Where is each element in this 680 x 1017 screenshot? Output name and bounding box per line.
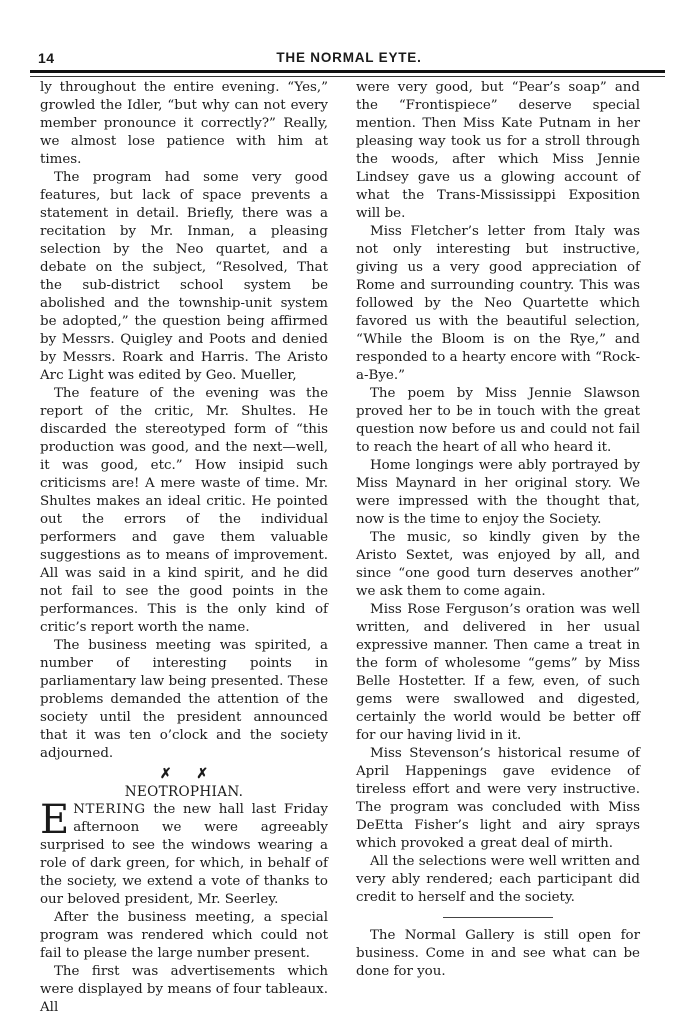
paragraph: Home longings were ably portrayed by Miss Maynard in her original story. We were impressed with the thought that, now is the time to enjoy the Society. — [356, 458, 640, 527]
paragraph: After the business meeting, a special program was rendered which could not fail to please the large number present. — [40, 910, 328, 961]
paragraph: Miss Rose Ferguson’s oration was well written, and delivered in her usual expressive manner. Then came a treat in the form of wholesome “gems” by Miss Belle Hostetter. If a few, even, of such gems were swallowed and digested, certainly the world would be better off for our having livid in it. — [356, 602, 640, 743]
paragraph: Miss Fletcher’s letter from Italy was not only interesting but instructive, giving us a very good appreciation of Rome and surrounding country. This was followed by the Neo Quartette which favored us with the beautiful selection, “While the Bloom is on the Rye,” and responded to a hearty encore with “Rock-a-Bye.” — [356, 224, 640, 383]
header-rule-thick — [30, 70, 665, 73]
paragraph: were very good, but “Pear’s soap” and the “Frontispiece” deserve special mention. Then Miss Kate Putnam in her pleasing way took us for a stroll through the woods, after which Miss Jennie Lindsey gave us a glowing account of what the Trans-Mississippi Exposition will be. — [356, 80, 640, 221]
paragraph: The feature of the evening was the report of the critic, Mr. Shultes. He discarded the stereotyped form of “this production was good, and the next—well, it was good, etc.” How insipid such criticisms are! A mere waste of time. Mr. Shultes makes an ideal critic. He pointed out the errors of the individual performers and gave them valuable suggestions as to means of improvement. All was said in a kind spirit, and he did not fail to see the good points in the performances. This is the only kind of critic’s report worth the name. — [40, 386, 328, 635]
paragraph: The Normal Gallery is still open for business. Come in and see what can be done for you. — [356, 928, 640, 979]
paragraph: All the selections were well written and very ably rendered; each participant did credit to herself and the society. — [356, 854, 640, 905]
paragraph: The first was advertisements which were displayed by means of four tableaux. All — [40, 964, 328, 1015]
paragraph: ly throughout the entire evening. “Yes,” growled the Idler, “but why can not every member pronounce it correctly?” Really, we almost lose patience with him at times. — [40, 80, 328, 167]
header-rule-thin — [30, 76, 665, 77]
small-caps-lead: NTERING — [73, 802, 146, 817]
page-number: 14 — [38, 50, 55, 66]
running-title: THE NORMAL EYTE. — [276, 50, 422, 65]
section-heading: NEOTROPHIAN. — [124, 784, 244, 800]
page-header — [38, 48, 660, 68]
paragraph: The program had some very good features, but lack of space prevents a statement in detail. Briefly, there was a recitation by Mr. Inman, a pleasing selection by the Neo quartet, and a debate on the subject, “Resolved, That the sub-district school system be abolished and the township-unit system be adopted,” the question being affirmed by Messrs. Quigley and Poots and denied by Messrs. Roark and Harris. The Aristo Arc Light was edited by Geo. Mueller, — [40, 170, 328, 383]
divider-rule — [443, 917, 553, 918]
paragraph: The business meeting was spirited, a number of interesting points in parliamentary law being presented. These problems demanded the attention of the society until the president announced that it was ten o’clock and the society adjourned. — [40, 638, 328, 761]
paragraph: The poem by Miss Jennie Slawson proved her to be in touch with the great question now before us and could not fail to reach the heart of all who heard it. — [356, 386, 640, 455]
paragraph: Miss Stevenson’s historical resume of April Happenings gave evidence of tireless effort and were very instructive. The program was concluded with Miss DeEtta Fisher’s light and airy sprays which provoked a great deal of mirth. — [356, 746, 640, 851]
section-ornament: ✗ ✗ — [159, 766, 219, 782]
paragraph-dropcap — [40, 797, 328, 909]
paragraph: The music, so kindly given by the Aristo Sextet, was enjoyed by all, and since “one good turn deserves another” we ask them to come again. — [356, 530, 640, 599]
right-column — [356, 79, 640, 981]
drop-cap-letter: E — [40, 797, 70, 843]
paragraph-text: the new hall last Friday afternoon we were agreeably surprised to see the windows wearing a role of dark green, for which, in behalf of the society, we extend a vote of thanks to our beloved president, Mr. Seerley. — [40, 802, 328, 907]
left-column — [40, 79, 328, 1017]
